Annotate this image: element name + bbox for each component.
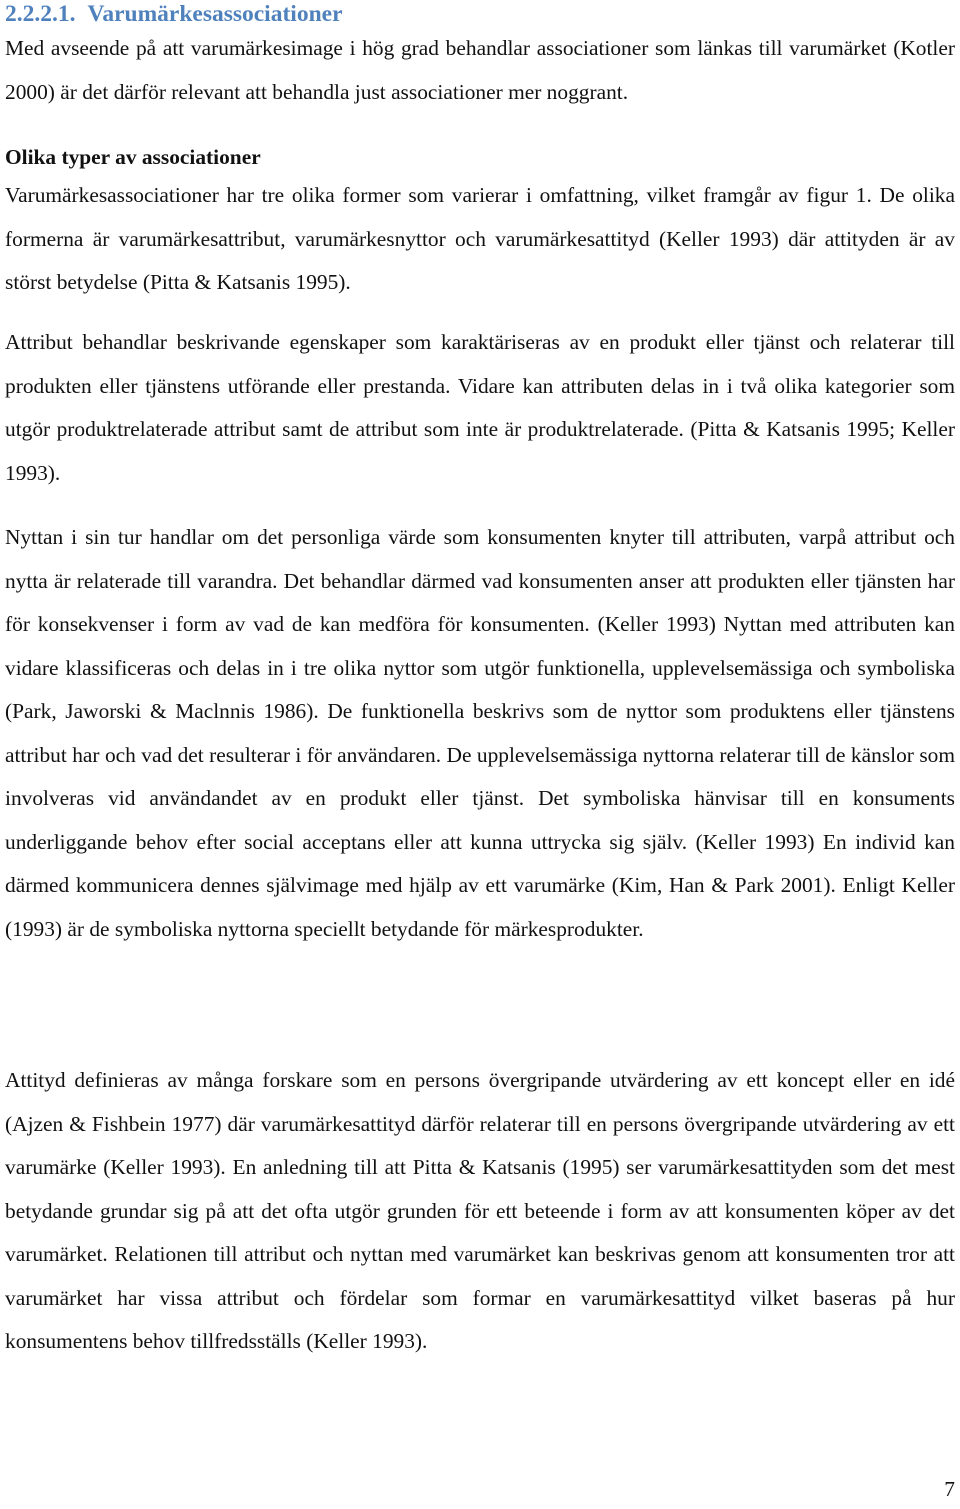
section-number: 2.2.2.1. bbox=[5, 1, 76, 27]
paragraph-attribut: Attribut behandlar beskrivande egenskaper som karaktäriseras av en produkt eller tjänst och relaterar till produkten eller tjänstens utförande eller prestanda. Vidare kan attributen delas in i två olika kategorier som utgör produktrelaterade attribut samt de attribut som inte är produktrelaterade. (Pitta & Katsanis 1995; Keller 1993). bbox=[5, 330, 955, 485]
paragraph-nyttan: Nyttan i sin tur handlar om det personliga värde som konsumenten knyter till attributen, varpå attribut och nytta är relaterade till varandra. Det behandlar därmed vad konsumenten anser att produkten eller tjänsten har för konsekvenser i form av vad de kan medföra för konsumenten. (Keller 1993) Nyttan med attributen kan vidare klassificeras och delas in i tre olika nyttor som utgör funktionella, upplevelsemässiga och symboliska (Park, Jaworski & Maclnnis 1986). De funktionella beskrivs som de nyttor som produktens eller tjänstens attribut har och vad det resulterar i för användaren. De upplevelsemässiga nyttorna relaterar till de känslor som involveras vid användandet av en produkt eller tjänst. Det symboliska hänvisar till en konsuments underliggande behov efter social acceptans eller att kunna uttrycka sig själv. (Keller 1993) En individ kan därmed kommunicera dennes självimage med hjälp av ett varumärke (Kim, Han & Park 2001). Enligt Keller (1993) är de symboliska nyttorna speciellt betydande för märkesprodukter. bbox=[5, 525, 955, 941]
paragraph-types: Varumärkesassociationer har tre olika former som varierar i omfattning, vilket framgår av figur 1. De olika formerna är varumärkesattribut, varumärkesnyttor och varumärkesattityd (Keller 1993) där attityden är av störst betydelse (Pitta & Katsanis 1995). bbox=[5, 183, 955, 294]
subsection-types bbox=[5, 140, 955, 305]
page-number: 7 bbox=[944, 1477, 955, 1501]
paragraph-attityd: Attityd definieras av många forskare som en persons övergripande utvärdering av ett koncept eller en idé (Ajzen & Fishbein 1977) där varumärkesattityd därför relaterar till en persons övergripande utvärdering av ett varumärke (Keller 1993). En anledning till att Pitta & Katsanis (1995) ser varumärkesattityden som det mest betydande grundar sig på att det ofta utgör grunden för ett beteende i form av att konsumenten köper av det varumärket. Relationen till attribut och nyttan med varumärket kan beskrivas genom att konsumenten tror att varumärket har vissa attribut och fördelar som formar en varumärkesattityd vilket baseras på hur konsumentens behov tillfredsställs (Keller 1993). bbox=[5, 1068, 955, 1353]
paragraph-intro: Med avseende på att varumärkesimage i hög grad behandlar associationer som länkas till varumärket (Kotler 2000) är det därför relevant att behandla just associationer mer noggrant. bbox=[5, 36, 955, 104]
subheading: Olika typer av associationer bbox=[5, 145, 261, 169]
section-title: Varumärkesassociationer bbox=[87, 1, 343, 27]
